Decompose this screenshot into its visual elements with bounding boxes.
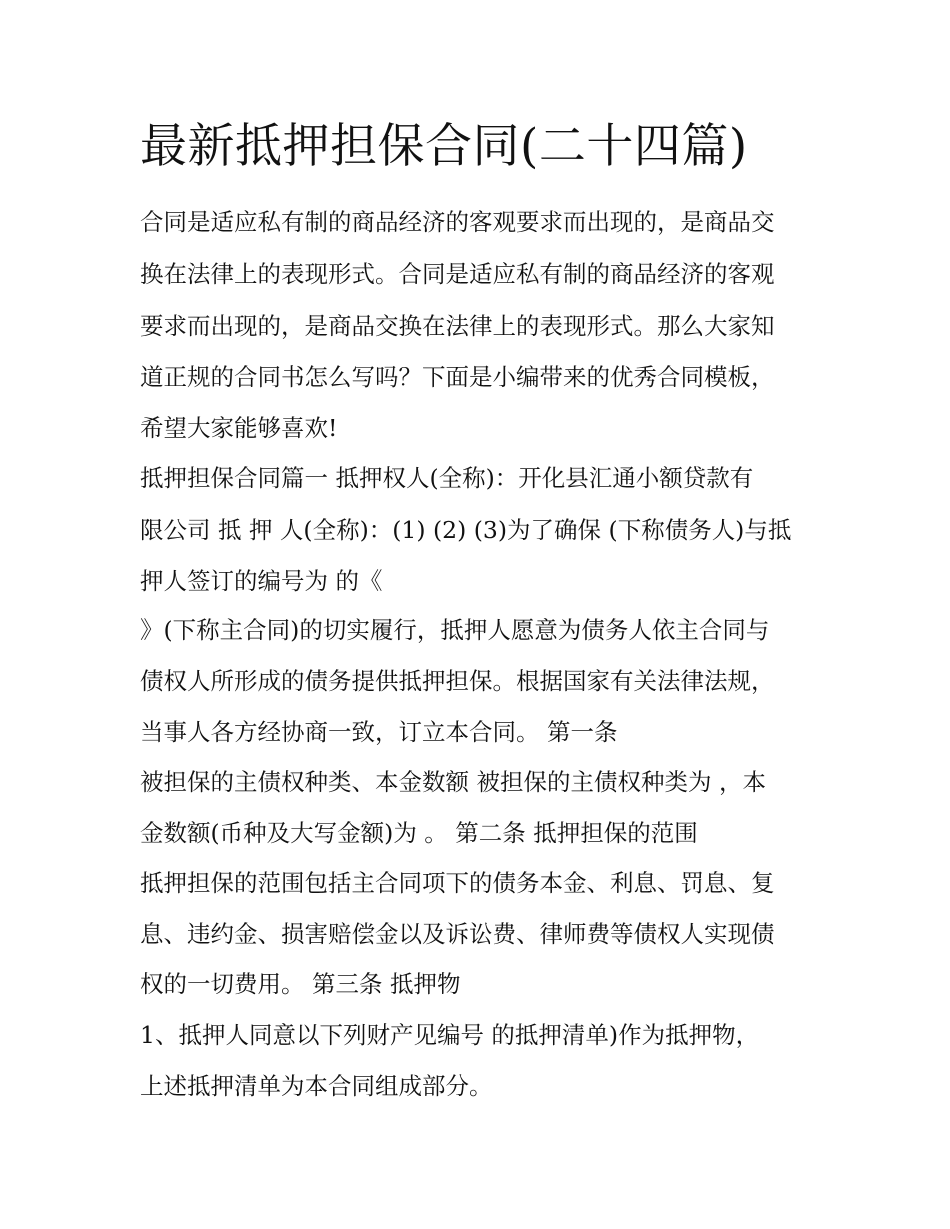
paragraph-line: 权的一切费用。 第三条 抵押物 xyxy=(140,970,461,998)
paragraph-line: 金数额(币种及大写金额)为 。 第二条 抵押担保的范围 xyxy=(140,819,698,847)
paragraph-line: 抵押担保的范围包括主合同项下的债务本金、利息、罚息、复 xyxy=(140,869,775,897)
paragraph-line: 上述抵押清单为本合同组成部分。 xyxy=(140,1072,493,1100)
paragraph-line: 道正规的合同书怎么写吗？下面是小编带来的优秀合同模板， xyxy=(140,363,775,391)
paragraph-line: 当事人各方经协商一致，订立本合同。 第一条 xyxy=(140,718,618,746)
paragraph-line: 押人签订的编号为 的《 xyxy=(140,567,383,595)
paragraph-line: 息、违约金、损害赔偿金以及诉讼费、律师费等债权人实现债 xyxy=(140,920,775,948)
paragraph-line: 限公司 抵 押 人(全称)：(1) (2) (3)为了确保 (下称债务人)与抵 xyxy=(140,516,792,544)
paragraph-line: 被担保的主债权种类、本金数额 被担保的主债权种类为 ，本 xyxy=(140,768,766,796)
document-title: 最新抵押担保合同(二十四篇) xyxy=(140,119,748,174)
paragraph-line: 换在法律上的表现形式。合同是适应私有制的商品经济的客观 xyxy=(140,260,775,288)
paragraph-line: 1、抵押人同意以下列财产见编号 的抵押清单)作为抵押物， xyxy=(140,1021,760,1049)
paragraph-line: 要求而出现的，是商品交换在法律上的表现形式。那么大家知 xyxy=(140,312,775,340)
paragraph-line: 希望大家能够喜欢! xyxy=(140,414,338,442)
paragraph-line: 抵押担保合同篇一 抵押权人(全称)：开化县汇通小额贷款有 xyxy=(140,464,754,492)
paragraph-line: 合同是适应私有制的商品经济的客观要求而出现的，是商品交 xyxy=(140,208,775,236)
paragraph-line: 》(下称主合同)的切实履行，抵押人愿意为债务人依主合同与 xyxy=(140,616,770,644)
paragraph-line: 债权人所形成的债务提供抵押担保。根据国家有关法律法规， xyxy=(140,667,775,695)
